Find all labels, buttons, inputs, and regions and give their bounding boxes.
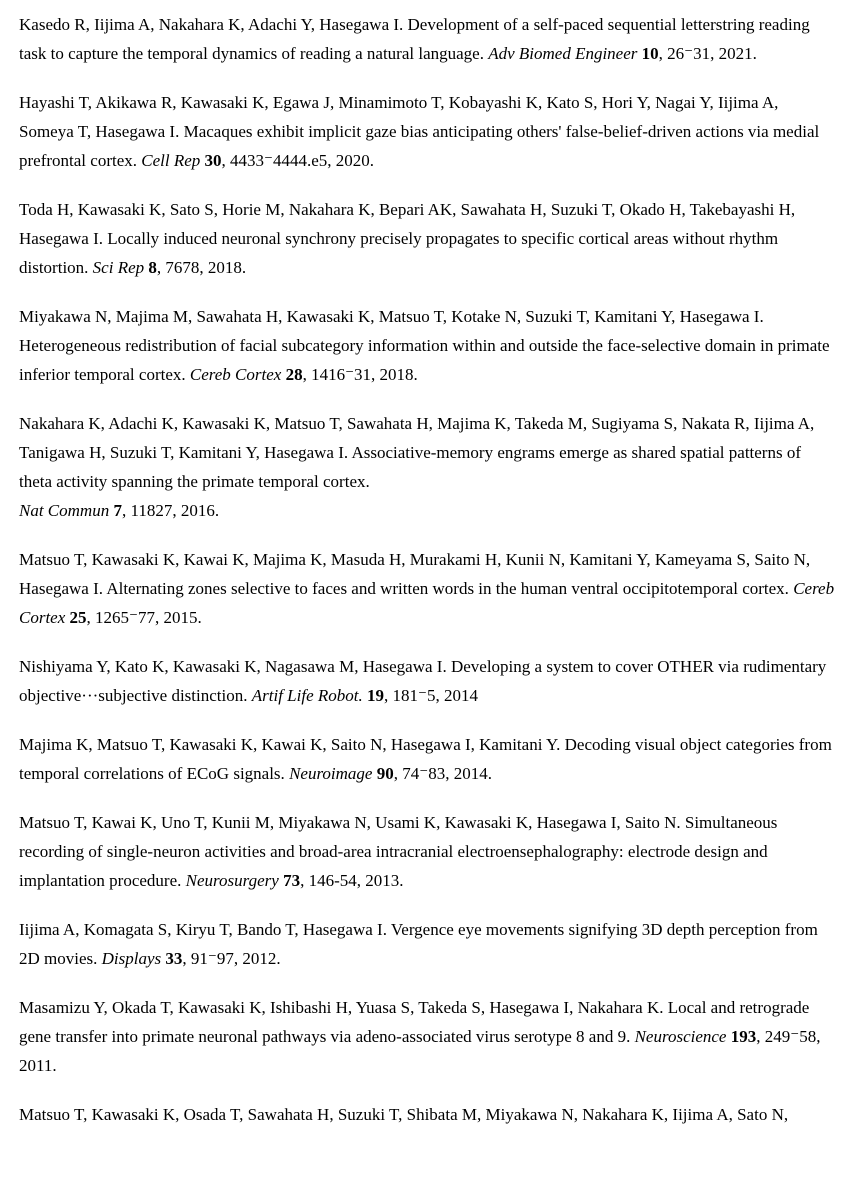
citation-text: , 11827, 2016. <box>121 501 220 520</box>
citation-text: Masamizu Y, Okada T, Kawasaki K, Ishibashi H, Yuasa S, Takeda S, Hasegawa I, Nakahara K. Local and retrograde gene transfer into primate neuronal pathways via adeno-associated virus serotype 8 and 9. <box>19 998 810 1046</box>
citation-text: Nakahara K, Adachi K, Kawasaki K, Matsuo T, Sawahata H, Majima K, Takeda M, Sugiyama S, Nakata R, Iijima A, Tanigawa H, Suzuki T, Kamitani Y, Hasegawa I. Associative-memory engrams emerge as shared spatial patterns of theta activity spanning the primate temporal cortex. <box>19 414 815 491</box>
citation-text: Kasedo R, Iijima A, Nakahara K, Adachi Y, Hasegawa I. Development of a self-paced sequential letterstring reading task to capture the temporal dynamics of reading a natural language. <box>19 15 810 63</box>
citation <box>19 302 835 389</box>
citation-text: Iijima A, Komagata S, Kiryu T, Bando T, Hasegawa I. Vergence eye movements signifying 3D depth perception from 2D movies. <box>19 920 818 968</box>
citation-text: Miyakawa N, Majima M, Sawahata H, Kawasaki K, Matsuo T, Kotake N, Suzuki T, Kamitani Y, Hasegawa I. Heterogeneous redistribution of facial subcategory information within and outside the face-selective domain in primate inferior temporal cortex. <box>19 307 830 384</box>
citation-text: , 7678, 2018. <box>156 258 247 277</box>
citation-text: Matsuo T, Kawasaki K, Kawai K, Majima K, Masuda H, Murakami H, Kunii N, Kamitani Y, Kameyama S, Saito N, Hasegawa I. Alternating zones selective to faces and written words in the human ventral occipitotemporal cortex. <box>19 550 811 598</box>
citation-text: , 91⁻97, 2012. <box>182 949 281 968</box>
volume-number: 30 <box>204 151 222 170</box>
citation-text: , 4433⁻4444.e5, 2020. <box>221 151 375 170</box>
volume-number: 8 <box>148 258 157 277</box>
citation-text: , 249⁻58, 2011. <box>19 1027 821 1075</box>
journal-name: Cereb Cortex <box>189 365 282 384</box>
citation <box>19 915 835 973</box>
volume-number: 33 <box>165 949 183 968</box>
citation-text: , 1265⁻77, 2015. <box>86 608 202 627</box>
citation-text: , 1416⁻31, 2018. <box>302 365 418 384</box>
citation <box>19 730 835 788</box>
journal-name: Nat Commun <box>19 501 110 520</box>
citation <box>19 1100 835 1129</box>
journal-name: Adv Biomed Engineer <box>488 44 638 63</box>
citation-text: , 146-54, 2013. <box>300 871 404 890</box>
journal-name: Neurosurgery <box>185 871 279 890</box>
citation <box>19 88 835 175</box>
citation-text: Matsuo T, Kawai K, Uno T, Kunii M, Miyakawa N, Usami K, Kawasaki K, Hasegawa I, Saito N. Simultaneous recording of single-neuron activities and broad-area intracranial electroensephalography: electrode design and implantation procedure. <box>19 813 778 890</box>
citation-text: Hayashi T, Akikawa R, Kawasaki K, Egawa J, Minamimoto T, Kobayashi K, Kato S, Hori Y, Nagai Y, Iijima A, Someya T, Hasegawa I. Macaques exhibit implicit gaze bias anticipating others' false-belief-driven actions via medial prefrontal cortex. <box>19 93 820 170</box>
citation-text: Nishiyama Y, Kato K, Kawasaki K, Nagasawa M, Hasegawa I. Developing a system to cover OTHER via rudimentary objective···subjective distinction. <box>19 657 827 705</box>
citation-text: , 181⁻5, 2014 <box>383 686 478 705</box>
journal-name: Displays <box>101 949 162 968</box>
citation <box>19 409 835 525</box>
journal-name: Neuroimage <box>289 764 373 783</box>
citation <box>19 195 835 282</box>
volume-number: 7 <box>113 501 122 520</box>
volume-number: 193 <box>730 1027 757 1046</box>
journal-name: Neuroscience <box>634 1027 727 1046</box>
citation <box>19 993 835 1080</box>
journal-name: Cell Rep <box>141 151 201 170</box>
citation-text: Matsuo T, Kawasaki K, Osada T, Sawahata H, Suzuki T, Shibata M, Miyakawa N, Nakahara K, Iijima A, Sato N, <box>19 1105 789 1124</box>
citation <box>19 652 835 710</box>
volume-number: 25 <box>69 608 87 627</box>
citation-text: , 26⁻31, 2021. <box>658 44 757 63</box>
journal-name: Sci Rep <box>92 258 145 277</box>
journal-name: Cereb Cortex <box>19 579 835 627</box>
volume-number: 28 <box>285 365 303 384</box>
citation-text: Toda H, Kawasaki K, Sato S, Horie M, Nakahara K, Bepari AK, Sawahata H, Suzuki T, Okado H, Takebayashi H, Hasegawa I. Locally induced neuronal synchrony precisely propagates to specific cortical areas without rhythm distortion. <box>19 200 796 277</box>
volume-number: 10 <box>641 44 659 63</box>
citation <box>19 545 835 632</box>
citation <box>19 10 835 68</box>
volume-number: 73 <box>283 871 301 890</box>
publication-list <box>19 10 835 1129</box>
volume-number: 19 <box>366 686 384 705</box>
journal-name: Artif Life Robot. <box>251 686 363 705</box>
citation-text: Majima K, Matsuo T, Kawasaki K, Kawai K, Saito N, Hasegawa I, Kamitani Y. Decoding visual object categories from temporal correlations of ECoG signals. <box>19 735 832 783</box>
volume-number: 90 <box>376 764 394 783</box>
citation <box>19 808 835 895</box>
citation-text: , 74⁻83, 2014. <box>393 764 492 783</box>
